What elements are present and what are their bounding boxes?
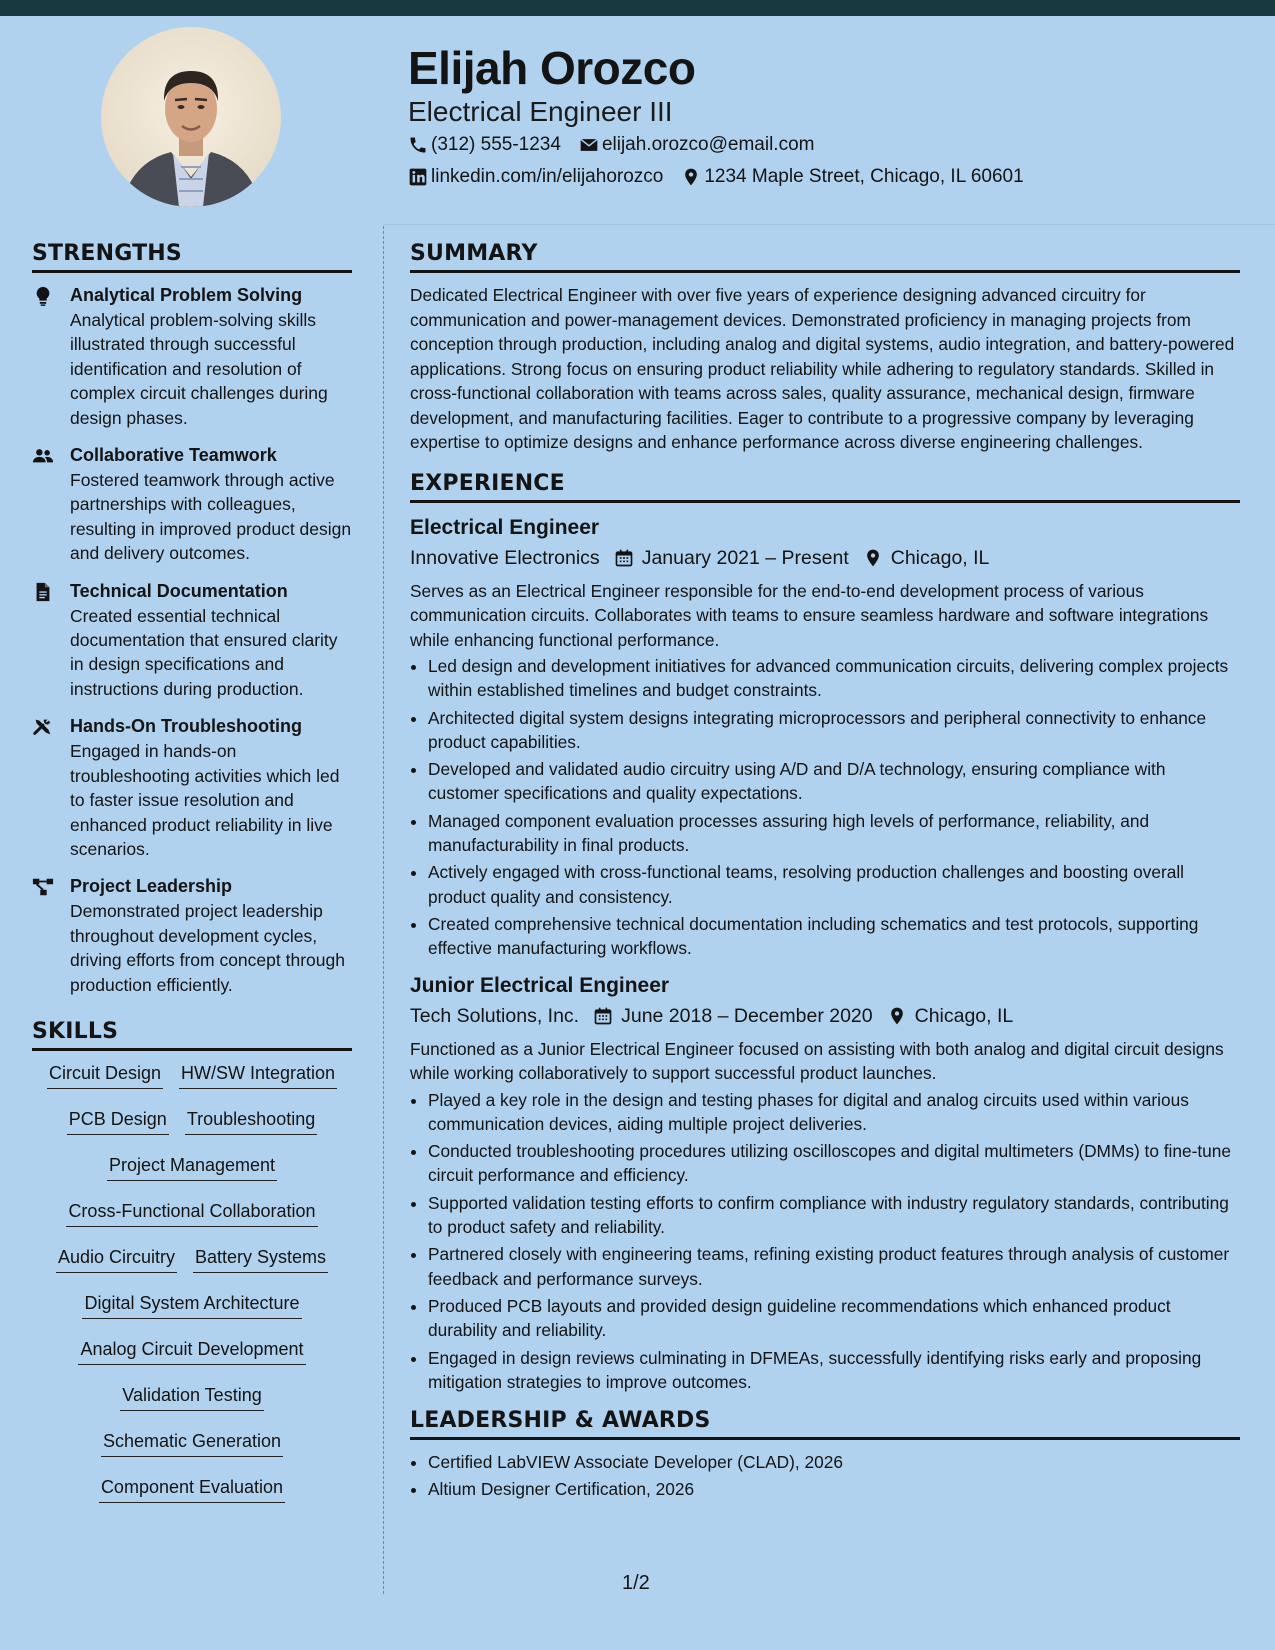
- lightbulb-icon: [32, 285, 54, 307]
- strength-title: Analytical Problem Solving: [70, 285, 303, 305]
- awards-list: [410, 1450, 1240, 1502]
- phone-text: (312) 555-1234: [431, 134, 561, 155]
- linkedin-icon: [408, 167, 428, 187]
- address-contact: [681, 166, 1023, 188]
- job-description: Functioned as a Junior Electrical Engineer focused on assisting with both analog and digital circuit designs while working collaboratively to support successful product launches.: [410, 1038, 1224, 1084]
- strength-item: [32, 579, 352, 702]
- job-dates: January 2021 – Present: [641, 546, 849, 569]
- users-icon: [32, 445, 54, 467]
- job-location: Chicago, IL: [914, 1004, 1014, 1027]
- skill-tag: Schematic Generation: [101, 1429, 283, 1457]
- candidate-title: Electrical Engineer III: [408, 96, 673, 127]
- strength-title: Project Leadership: [70, 876, 233, 897]
- strengths-heading: STRENGTHS: [32, 241, 352, 273]
- skill-tag: Circuit Design: [47, 1061, 163, 1089]
- strength-title: Hands-On Troubleshooting: [70, 716, 302, 737]
- phone-icon: [408, 135, 428, 155]
- skill-tag: Audio Circuitry: [56, 1245, 177, 1273]
- phone-contact: [408, 134, 561, 156]
- summary-text: Dedicated Electrical Engineer with over five years of experience designing advanced circuitry for communication and power-management devices. Demonstrated proficiency in managing projects from conception through production, including analog and digital systems, audio integration, and battery-powered applications. Strong focus on ensuring product reliability while adhering to regulatory standards. Skilled in cross-functional collaboration with teams across sales, quality assurance, mechanical design, firmware development, and manufacturing facilities. Eager to contribute to a progressive company by leveraging expertise to optimize designs and enhance performance across diverse engineering challenges.: [410, 285, 1235, 452]
- job-bullet: • Engaged in design reviews culminating in DFMEAs, successfully identifying risks early and proposing mitigation strategies to improve outcomes.: [428, 1346, 1240, 1395]
- skill-tag: Validation Testing: [120, 1383, 263, 1411]
- job-bullet: • Supported validation testing efforts to confirm compliance with industry regulatory standards, contributing to product safety and reliability.: [428, 1191, 1240, 1240]
- email-contact[interactable]: [579, 134, 815, 156]
- job-bullet: • Played a key role in the design and testing phases for digital and analog circuits used within various communication devices, aiding multiple project deliveries.: [428, 1088, 1240, 1137]
- job-bullet: • Managed component evaluation processes assuring high levels of performance, reliability, and manufacturability in final products.: [428, 809, 1240, 858]
- skill-tag: Analog Circuit Development: [78, 1337, 305, 1365]
- skill-tag: PCB Design: [67, 1107, 169, 1135]
- header-divider: [384, 224, 1275, 225]
- job-meta: [410, 1001, 1240, 1031]
- job-meta: [410, 543, 1240, 573]
- skill-tag: Component Evaluation: [99, 1475, 285, 1503]
- job-company: Tech Solutions, Inc.: [410, 1004, 580, 1027]
- strength-item: [32, 283, 352, 430]
- strength-description: Engaged in hands-on troubleshooting activities which led to faster issue resolution and enhanced product reliability in live scenarios.: [70, 741, 340, 859]
- diagram-icon: [32, 876, 54, 898]
- skill-tag: Digital System Architecture: [82, 1291, 301, 1319]
- job-bullet: • Actively engaged with cross-functional teams, resolving production challenges and boosting overall product quality and consistency.: [428, 860, 1240, 909]
- awards-heading: LEADERSHIP & AWARDS: [410, 1408, 1240, 1440]
- calendar-icon: [614, 548, 634, 568]
- profile-photo: [101, 27, 281, 207]
- job-bullet: • Produced PCB layouts and provided design guideline recommendations which enhanced product durability and reliability.: [428, 1294, 1240, 1343]
- calendar-icon: [593, 1006, 613, 1026]
- strength-title: Technical Documentation: [70, 580, 288, 601]
- left-column: [32, 241, 352, 1521]
- skill-tag: Cross-Functional Collaboration: [66, 1199, 317, 1227]
- job-entry: [410, 971, 1240, 1395]
- email-text[interactable]: elijah.orozco@email.com: [601, 134, 815, 155]
- job-company: Innovative Electronics: [410, 546, 600, 569]
- map-pin-icon: [681, 167, 701, 187]
- contact-row-primary: [408, 134, 832, 156]
- job-entry: [410, 513, 1240, 961]
- job-bullet: • Conducted troubleshooting procedures utilizing oscilloscopes and digital multimeters (DMMs) to fine-tune circuit performance and efficiency.: [428, 1139, 1240, 1188]
- award-item: • Altium Designer Certification, 2026: [428, 1477, 1240, 1501]
- linkedin-contact[interactable]: [408, 166, 663, 188]
- summary-heading: SUMMARY: [410, 241, 1240, 273]
- candidate-name: Elijah Orozco: [408, 42, 696, 94]
- job-bullet: • Led design and development initiatives for advanced communication circuits, delivering complex projects within established timelines and budget constraints.: [428, 654, 1240, 703]
- job-title: Junior Electrical Engineer: [410, 973, 670, 997]
- job-bullet: • Partnered closely with engineering teams, refining existing product features through analysis of customer feedback and performance surveys.: [428, 1242, 1240, 1291]
- strength-description: Analytical problem-solving skills illustrated through successful identification and resolution of complex circuit challenges during design phases.: [70, 310, 328, 428]
- job-description: Serves as an Electrical Engineer responsible for the end-to-end development process of various communication circuits. Collaborates with teams to ensure seamless hardware and software integrations while enhancing functional performance.: [410, 580, 1209, 650]
- map-pin-icon: [887, 1006, 907, 1026]
- top-bar: [0, 0, 1275, 16]
- job-title: Electrical Engineer: [410, 515, 600, 539]
- job-dates: June 2018 – December 2020: [621, 1004, 873, 1027]
- contact-row-secondary: [408, 166, 1042, 188]
- page-number: 1/2: [622, 1572, 650, 1594]
- strength-description: Created essential technical documentation that ensured clarity in design specifications and instructions during production.: [70, 605, 338, 699]
- skill-tag: Project Management: [107, 1153, 277, 1181]
- job-bullet: • Developed and validated audio circuitry using A/D and D/A technology, ensuring compliance with customer specifications and quality expectations.: [428, 757, 1240, 806]
- right-column: [410, 241, 1240, 1512]
- job-bullet: • Created comprehensive technical documentation including schematics and test protocols, supporting effective manufacturing workflows.: [428, 912, 1240, 961]
- document-icon: [32, 581, 54, 603]
- skill-tag: Troubleshooting: [185, 1107, 317, 1135]
- tools-icon: [32, 716, 54, 738]
- address-text: 1234 Maple Street, Chicago, IL 60601: [704, 166, 1024, 187]
- skill-tag: HW/SW Integration: [179, 1061, 337, 1089]
- strength-item: [32, 874, 352, 997]
- job-bullets: [410, 654, 1240, 961]
- skills-list: [32, 1061, 352, 1521]
- envelope-icon: [579, 135, 599, 155]
- column-divider: [383, 226, 384, 1594]
- skills-heading: SKILLS: [32, 1019, 352, 1051]
- strength-item: [32, 443, 352, 566]
- map-pin-icon: [863, 548, 883, 568]
- strength-item: [32, 714, 352, 861]
- experience-heading: EXPERIENCE: [410, 471, 1240, 503]
- strength-description: Demonstrated project leadership throughout development cycles, driving efforts from concept through production efficiently.: [70, 901, 345, 995]
- linkedin-text[interactable]: linkedin.com/in/elijahorozco: [431, 166, 664, 187]
- strength-title: Collaborative Teamwork: [70, 445, 277, 466]
- strength-description: Fostered teamwork through active partnerships with colleagues, resulting in improved product design and delivery outcomes.: [70, 470, 352, 564]
- award-item: • Certified LabVIEW Associate Developer (CLAD), 2026: [428, 1450, 1240, 1474]
- job-location: Chicago, IL: [890, 546, 990, 569]
- skill-tag: Battery Systems: [193, 1245, 328, 1273]
- job-bullet: • Architected digital system designs integrating microprocessors and peripheral connectivity to enhance product capabilities.: [428, 706, 1240, 755]
- job-bullets: [410, 1088, 1240, 1395]
